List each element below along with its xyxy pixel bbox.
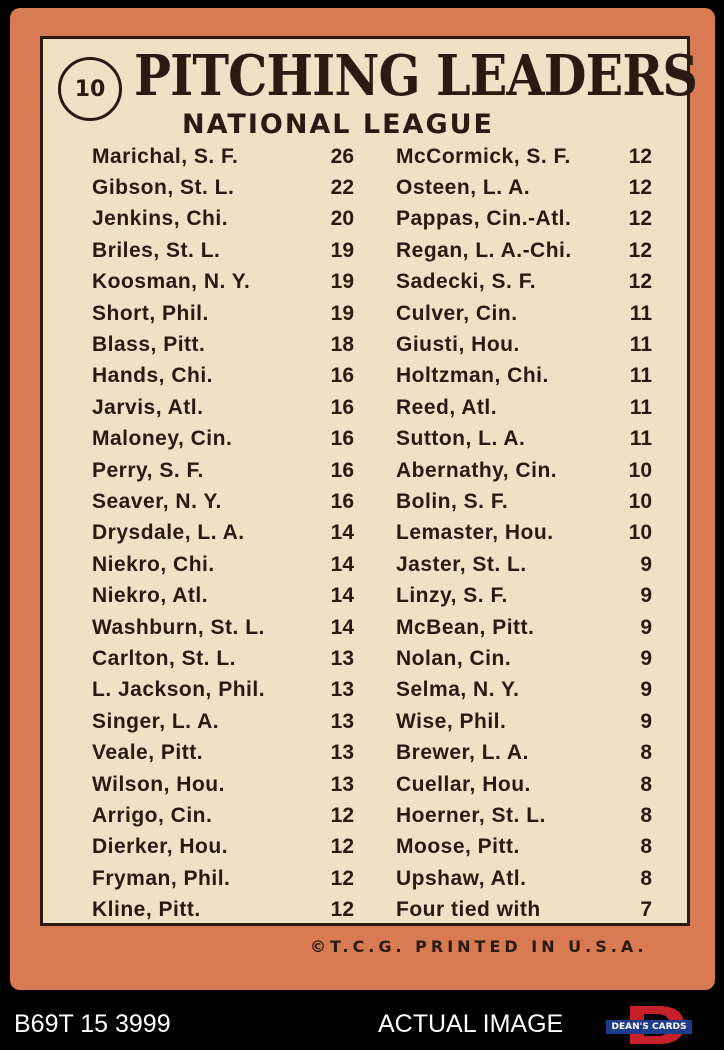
pitcher-name: Maloney, Cin.: [92, 427, 233, 451]
copyright-line: ©T.C.G. PRINTED IN U.S.A.: [310, 937, 648, 956]
logo-text: DEAN'S CARDS: [606, 1020, 692, 1034]
leader-row: [396, 894, 652, 925]
right-column: [396, 141, 652, 926]
pitcher-name: Carlton, St. L.: [92, 646, 236, 670]
leader-row: [396, 675, 652, 706]
pitcher-wins: 12: [628, 238, 652, 262]
pitcher-wins: 9: [640, 709, 652, 733]
pitcher-name: Culver, Cin.: [396, 301, 518, 325]
pitcher-name: Jarvis, Atl.: [92, 395, 204, 419]
pitcher-wins: 13: [330, 709, 354, 733]
leader-row: [92, 329, 354, 360]
leader-row: [92, 612, 354, 643]
pitcher-wins: 16: [330, 489, 354, 513]
inventory-id: B69T 15 3999: [14, 1010, 171, 1038]
pitcher-wins: 9: [640, 552, 652, 576]
leader-row: [396, 141, 652, 172]
pitcher-wins: 11: [629, 301, 652, 325]
pitcher-name: Selma, N. Y.: [396, 678, 520, 702]
pitcher-name: Wilson, Hou.: [92, 772, 225, 796]
pitcher-name: Briles, St. L.: [92, 238, 221, 262]
pitcher-wins: 9: [640, 646, 652, 670]
pitcher-name: Holtzman, Chi.: [396, 364, 549, 388]
pitcher-wins: 19: [330, 270, 354, 294]
pitcher-name: Veale, Pitt.: [92, 741, 204, 765]
pitcher-name: Perry, S. F.: [92, 458, 204, 482]
leader-row: [92, 267, 354, 298]
pitcher-wins: 13: [330, 646, 354, 670]
leader-row: [92, 455, 354, 486]
pitcher-name: Koosman, N. Y.: [92, 270, 251, 294]
pitcher-name: McBean, Pitt.: [396, 615, 535, 639]
pitcher-wins: 10: [628, 521, 652, 545]
pitcher-wins: 13: [330, 772, 354, 796]
pitcher-name: Washburn, St. L.: [92, 615, 265, 639]
pitcher-name: Bolin, S. F.: [396, 489, 509, 513]
leader-row: [92, 141, 354, 172]
pitcher-wins: 12: [628, 144, 652, 168]
pitcher-name: Hoerner, St. L.: [396, 803, 546, 827]
leader-row: [396, 706, 652, 737]
pitcher-name: Regan, L. A.-Chi.: [396, 238, 572, 262]
leader-row: [92, 643, 354, 674]
pitcher-wins: 9: [640, 678, 652, 702]
leader-row: [396, 204, 652, 235]
pitcher-wins: 12: [330, 803, 354, 827]
leader-row: [396, 832, 652, 863]
pitcher-wins: 14: [330, 615, 354, 639]
leader-row: [396, 424, 652, 455]
pitcher-wins: 11: [629, 364, 652, 388]
pitcher-wins: 8: [640, 866, 652, 890]
leader-row: [396, 392, 652, 423]
pitcher-name: Cuellar, Hou.: [396, 772, 531, 796]
leader-row: [396, 486, 652, 517]
pitcher-name: Jenkins, Chi.: [92, 207, 229, 231]
pitcher-wins: 12: [330, 866, 354, 890]
pitcher-wins: 11: [629, 427, 652, 451]
actual-image-label: ACTUAL IMAGE: [378, 1010, 564, 1038]
pitcher-name: Linzy, S. F.: [396, 584, 508, 608]
leader-row: [92, 235, 354, 266]
pitcher-wins: 7: [640, 898, 652, 922]
pitcher-name: Abernathy, Cin.: [396, 458, 558, 482]
pitcher-wins: 16: [330, 427, 354, 451]
leader-row: [396, 235, 652, 266]
leader-row: [396, 580, 652, 611]
leader-row: [396, 518, 652, 549]
pitcher-name: Four tied with: [396, 898, 541, 922]
pitcher-name: McCormick, S. F.: [396, 144, 571, 168]
pitcher-wins: 8: [640, 835, 652, 859]
pitcher-name: Moose, Pitt.: [396, 835, 520, 859]
leader-row: [92, 361, 354, 392]
leader-row: [396, 172, 652, 203]
pitcher-name: Sadecki, S. F.: [396, 270, 537, 294]
pitcher-wins: 14: [330, 552, 354, 576]
leader-row: [92, 675, 354, 706]
pitcher-name: Hands, Chi.: [92, 364, 214, 388]
pitcher-name: Singer, L. A.: [92, 709, 220, 733]
leader-row: [396, 361, 652, 392]
pitcher-name: Giusti, Hou.: [396, 333, 520, 357]
leader-row: [92, 894, 354, 925]
pitcher-wins: 26: [330, 144, 354, 168]
deans-cards-logo: [600, 1004, 696, 1046]
leader-row: [92, 298, 354, 329]
pitcher-name: Gibson, St. L.: [92, 176, 235, 200]
pitcher-wins: 14: [330, 521, 354, 545]
leader-row: [396, 267, 652, 298]
pitcher-wins: 8: [640, 803, 652, 827]
leader-row: [92, 769, 354, 800]
pitcher-name: Niekro, Atl.: [92, 584, 209, 608]
leader-row: [92, 172, 354, 203]
pitcher-name: Kline, Pitt.: [92, 898, 201, 922]
leader-row: [92, 800, 354, 831]
pitcher-wins: 10: [628, 489, 652, 513]
leader-row: [396, 549, 652, 580]
pitcher-wins: 16: [330, 458, 354, 482]
pitcher-name: L. Jackson, Phil.: [92, 678, 266, 702]
pitcher-name: Blass, Pitt.: [92, 333, 206, 357]
leader-row: [92, 518, 354, 549]
pitcher-name: Marichal, S. F.: [92, 144, 239, 168]
pitcher-wins: 9: [640, 615, 652, 639]
pitcher-name: Wise, Phil.: [396, 709, 507, 733]
pitcher-name: Lemaster, Hou.: [396, 521, 554, 545]
pitcher-name: Pappas, Cin.-Atl.: [396, 207, 572, 231]
pitcher-name: Sutton, L. A.: [396, 427, 526, 451]
pitcher-name: Dierker, Hou.: [92, 835, 229, 859]
leader-row: [396, 298, 652, 329]
pitcher-wins: 18: [330, 333, 354, 357]
pitcher-wins: 8: [640, 741, 652, 765]
pitcher-name: Upshaw, Atl.: [396, 866, 527, 890]
pitcher-wins: 13: [330, 741, 354, 765]
leader-row: [396, 737, 652, 768]
pitcher-wins: 19: [330, 238, 354, 262]
pitcher-wins: 12: [330, 835, 354, 859]
leader-row: [396, 863, 652, 894]
pitcher-wins: 12: [330, 898, 354, 922]
pitcher-wins: 11: [629, 333, 652, 357]
leader-row: [92, 737, 354, 768]
leader-row: [92, 580, 354, 611]
pitcher-wins: 13: [330, 678, 354, 702]
pitcher-name: Seaver, N. Y.: [92, 489, 222, 513]
pitcher-wins: 12: [628, 207, 652, 231]
card-number-badge: [58, 57, 122, 121]
pitcher-name: Osteen, L. A.: [396, 176, 531, 200]
leader-row: [396, 329, 652, 360]
leader-row: [92, 392, 354, 423]
pitcher-wins: 16: [330, 395, 354, 419]
leader-row: [92, 204, 354, 235]
pitcher-name: Jaster, St. L.: [396, 552, 527, 576]
pitcher-name: Niekro, Chi.: [92, 552, 215, 576]
pitcher-name: Arrigo, Cin.: [92, 803, 213, 827]
card-subtitle: NATIONAL LEAGUE: [182, 109, 494, 140]
pitcher-wins: 12: [628, 270, 652, 294]
leader-row: [396, 455, 652, 486]
left-column: [92, 141, 354, 926]
pitcher-wins: 12: [628, 176, 652, 200]
card-title: PITCHING LEADERS: [134, 43, 698, 109]
card-number: 10: [74, 76, 106, 102]
leader-row: [396, 612, 652, 643]
pitcher-name: Nolan, Cin.: [396, 646, 512, 670]
leader-row: [92, 832, 354, 863]
pitcher-wins: 19: [330, 301, 354, 325]
leader-row: [396, 769, 652, 800]
pitcher-wins: 11: [629, 395, 652, 419]
pitcher-wins: 9: [640, 584, 652, 608]
pitcher-wins: 22: [330, 176, 354, 200]
leader-row: [92, 486, 354, 517]
pitcher-wins: 8: [640, 772, 652, 796]
pitcher-name: Reed, Atl.: [396, 395, 498, 419]
leader-row: [396, 643, 652, 674]
leader-row: [92, 863, 354, 894]
leader-row: [92, 424, 354, 455]
pitcher-wins: 10: [628, 458, 652, 482]
pitcher-wins: 14: [330, 584, 354, 608]
pitcher-name: Fryman, Phil.: [92, 866, 231, 890]
pitcher-name: Short, Phil.: [92, 301, 209, 325]
pitcher-name: Drysdale, L. A.: [92, 521, 245, 545]
leader-row: [396, 800, 652, 831]
leader-row: [92, 706, 354, 737]
pitcher-wins: 16: [330, 364, 354, 388]
pitcher-name: Brewer, L. A.: [396, 741, 529, 765]
leader-row: [92, 549, 354, 580]
pitcher-wins: 20: [330, 207, 354, 231]
